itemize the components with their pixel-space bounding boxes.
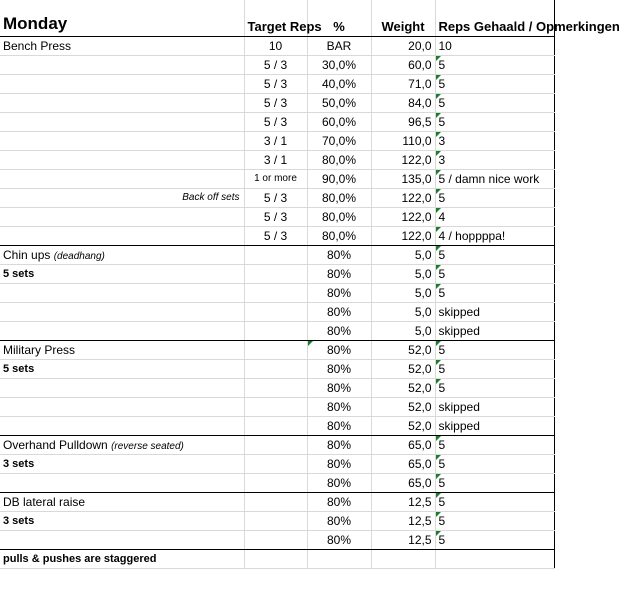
table-row — [0, 321, 554, 340]
note-text: 5 — [438, 380, 446, 395]
notes-cell[interactable] — [435, 492, 554, 511]
note-text: 5 — [438, 247, 446, 262]
comment-indicator-icon[interactable] — [436, 474, 441, 479]
table-row — [0, 150, 554, 169]
weight-cell[interactable]: 135,0 — [371, 169, 435, 188]
weight-cell[interactable]: 12,5 — [371, 492, 435, 511]
exercise-cell[interactable] — [0, 530, 244, 549]
weight-cell[interactable]: 71,0 — [371, 74, 435, 93]
sets-label[interactable]: 3 sets — [0, 454, 244, 473]
exercise-name: Chin ups — [3, 247, 51, 262]
table-row — [0, 131, 554, 150]
note-text: 5 — [438, 266, 446, 281]
weight-cell[interactable]: 20,0 — [371, 36, 435, 55]
sets-label[interactable]: 5 sets — [0, 359, 244, 378]
target-reps-cell[interactable] — [244, 359, 307, 378]
weight-cell[interactable]: 5,0 — [371, 283, 435, 302]
exercise-cell[interactable] — [0, 131, 244, 150]
weight-cell[interactable]: 122,0 — [371, 188, 435, 207]
notes-cell[interactable] — [435, 93, 554, 112]
notes-cell[interactable] — [435, 207, 554, 226]
sets-label[interactable]: 3 sets — [0, 511, 244, 530]
weight-cell[interactable]: 65,0 — [371, 454, 435, 473]
target-reps-cell[interactable] — [244, 245, 307, 264]
notes-cell[interactable] — [435, 226, 554, 245]
notes-cell[interactable] — [435, 530, 554, 549]
exercise-name-db-lateral-raise[interactable]: DB lateral raise — [0, 492, 244, 511]
percent-cell[interactable]: 80,0% — [307, 188, 371, 207]
table-row — [0, 112, 554, 131]
note-text: 5 — [438, 532, 446, 547]
note-text: 4 — [438, 209, 446, 224]
notes-header[interactable]: Reps Gehaald / Opmerkingen — [435, 0, 554, 36]
note-text: skipped — [438, 323, 480, 338]
percent-cell[interactable]: 80% — [307, 283, 371, 302]
percent-cell[interactable] — [307, 340, 371, 359]
exercise-cell[interactable] — [0, 283, 244, 302]
notes-cell[interactable] — [435, 416, 554, 435]
target-reps-cell[interactable]: 5 / 3 — [244, 112, 307, 131]
target-reps-cell[interactable] — [244, 321, 307, 340]
percent-cell[interactable]: 80% — [307, 245, 371, 264]
table-row — [0, 283, 554, 302]
comment-indicator-icon[interactable] — [436, 265, 441, 270]
sets-label[interactable]: 5 sets — [0, 264, 244, 283]
table-row — [0, 93, 554, 112]
target-reps-cell[interactable]: 5 / 3 — [244, 226, 307, 245]
header-row — [0, 0, 554, 36]
table-row — [0, 416, 554, 435]
note-text: 4 / hoppppa! — [438, 228, 506, 243]
exercise-cell[interactable] — [0, 378, 244, 397]
comment-indicator-icon[interactable] — [436, 436, 441, 441]
comment-indicator-icon[interactable] — [436, 151, 441, 156]
comment-indicator-icon[interactable] — [436, 455, 441, 460]
note-text: 5 — [438, 513, 446, 528]
comment-indicator-icon[interactable] — [436, 189, 441, 194]
weight-cell[interactable]: 122,0 — [371, 207, 435, 226]
percent-cell[interactable]: 80% — [307, 359, 371, 378]
weight-cell[interactable] — [371, 549, 435, 568]
exercise-qualifier: (reverse seated) — [111, 440, 184, 452]
notes-cell[interactable] — [435, 378, 554, 397]
note-text: skipped — [438, 304, 480, 319]
table-row — [0, 473, 554, 492]
target-reps-cell[interactable]: 3 / 1 — [244, 131, 307, 150]
target-reps-cell[interactable]: 5 / 3 — [244, 93, 307, 112]
weight-cell[interactable]: 65,0 — [371, 435, 435, 454]
exercise-cell[interactable] — [0, 397, 244, 416]
note-text: 3 — [438, 133, 446, 148]
target-reps-cell[interactable]: 5 / 3 — [244, 207, 307, 226]
comment-indicator-icon[interactable] — [308, 341, 313, 346]
note-text: 5 — [438, 95, 446, 110]
target-reps-cell[interactable] — [244, 492, 307, 511]
weight-cell[interactable]: 122,0 — [371, 226, 435, 245]
percent-cell[interactable]: 80% — [307, 264, 371, 283]
notes-cell[interactable] — [435, 131, 554, 150]
notes-cell[interactable] — [435, 454, 554, 473]
table-row — [0, 397, 554, 416]
notes-cell[interactable] — [435, 321, 554, 340]
note-text: 5 — [438, 57, 446, 72]
target-reps-cell[interactable]: 5 / 3 — [244, 74, 307, 93]
comment-indicator-icon[interactable] — [436, 113, 441, 118]
note-text: 5 — [438, 285, 446, 300]
target-reps-cell[interactable]: 1 or more — [244, 169, 307, 188]
table-row — [0, 188, 554, 207]
table-row — [0, 530, 554, 549]
notes-cell[interactable] — [435, 150, 554, 169]
target-reps-cell[interactable]: 3 / 1 — [244, 150, 307, 169]
percent-cell[interactable]: 80% — [307, 530, 371, 549]
target-reps-cell[interactable]: 10 — [244, 36, 307, 55]
table-row — [0, 55, 554, 74]
table-row — [0, 511, 554, 530]
weight-cell[interactable]: 96,5 — [371, 112, 435, 131]
table-row — [0, 226, 554, 245]
table-row — [0, 492, 554, 511]
weight-cell[interactable]: 84,0 — [371, 93, 435, 112]
target-reps-cell[interactable]: 5 / 3 — [244, 55, 307, 74]
comment-indicator-icon[interactable] — [436, 75, 441, 80]
exercise-name: Overhand Pulldown — [3, 437, 108, 452]
target-reps-cell[interactable] — [244, 549, 307, 568]
target-reps-cell[interactable] — [244, 397, 307, 416]
exercise-cell[interactable] — [0, 188, 244, 207]
target-reps-cell[interactable] — [244, 511, 307, 530]
notes-cell[interactable] — [435, 74, 554, 93]
percent-cell[interactable]: 80% — [307, 454, 371, 473]
table-row — [0, 435, 554, 454]
exercise-qualifier: (deadhang) — [53, 250, 105, 262]
percent-cell[interactable]: 80,0% — [307, 207, 371, 226]
table-row — [0, 549, 554, 568]
notes-cell[interactable] — [435, 55, 554, 74]
percent-cell[interactable]: 90,0% — [307, 169, 371, 188]
comment-indicator-icon[interactable] — [436, 493, 441, 498]
notes-cell[interactable] — [435, 112, 554, 131]
weight-cell[interactable]: 52,0 — [371, 416, 435, 435]
percent-cell[interactable] — [307, 549, 371, 568]
target-reps-cell[interactable]: 5 / 3 — [244, 188, 307, 207]
notes-cell[interactable] — [435, 36, 554, 55]
notes-cell[interactable] — [435, 340, 554, 359]
exercise-cell[interactable] — [0, 302, 244, 321]
note-text: 5 — [438, 342, 446, 357]
comment-indicator-icon[interactable] — [436, 170, 441, 175]
notes-cell[interactable] — [435, 473, 554, 492]
percent-cell[interactable]: 80% — [307, 473, 371, 492]
target-reps-cell[interactable] — [244, 435, 307, 454]
percent-cell[interactable]: 70,0% — [307, 131, 371, 150]
table-row — [0, 245, 554, 264]
back-off-sets-label: Back off sets — [182, 191, 240, 203]
notes-cell[interactable] — [435, 359, 554, 378]
weight-cell[interactable]: 5,0 — [371, 321, 435, 340]
weight-header[interactable]: Weight — [371, 0, 435, 36]
comment-indicator-icon[interactable] — [436, 132, 441, 137]
exercise-cell[interactable] — [0, 93, 244, 112]
weight-cell[interactable]: 52,0 — [371, 397, 435, 416]
day-title[interactable]: Monday — [0, 0, 244, 36]
note-text: 5 — [438, 361, 446, 376]
table-row — [0, 340, 554, 359]
note-text: 3 — [438, 152, 446, 167]
exercise-cell[interactable] — [0, 112, 244, 131]
exercise-cell[interactable] — [0, 207, 244, 226]
notes-cell[interactable] — [435, 397, 554, 416]
table-row — [0, 36, 554, 55]
percent-cell[interactable]: 40,0% — [307, 74, 371, 93]
comment-indicator-icon[interactable] — [436, 531, 441, 536]
notes-cell[interactable] — [435, 245, 554, 264]
notes-cell[interactable] — [435, 511, 554, 530]
comment-indicator-icon[interactable] — [436, 360, 441, 365]
weight-cell[interactable]: 5,0 — [371, 245, 435, 264]
percent-cell[interactable]: 80% — [307, 302, 371, 321]
weight-cell[interactable]: 12,5 — [371, 530, 435, 549]
target-reps-cell[interactable] — [244, 302, 307, 321]
comment-indicator-icon[interactable] — [436, 379, 441, 384]
exercise-name-chin-ups[interactable] — [0, 245, 244, 264]
exercise-cell[interactable] — [0, 74, 244, 93]
note-text: skipped — [438, 399, 480, 414]
note-text: 5 — [438, 494, 446, 509]
percent-cell[interactable]: 30,0% — [307, 55, 371, 74]
note-text: 5 — [438, 437, 446, 452]
exercise-cell[interactable] — [0, 473, 244, 492]
percent-cell[interactable]: 80% — [307, 321, 371, 340]
percent-cell[interactable]: 60,0% — [307, 112, 371, 131]
weight-cell[interactable]: 52,0 — [371, 340, 435, 359]
target-reps-cell[interactable] — [244, 378, 307, 397]
target-reps-cell[interactable] — [244, 416, 307, 435]
percent-cell[interactable]: 80% — [307, 397, 371, 416]
percent-cell[interactable]: 80,0% — [307, 150, 371, 169]
comment-indicator-icon[interactable] — [436, 512, 441, 517]
exercise-cell[interactable] — [0, 169, 244, 188]
note-text: 5 — [438, 190, 446, 205]
weight-cell[interactable]: 110,0 — [371, 131, 435, 150]
percent-cell[interactable]: 50,0% — [307, 93, 371, 112]
comment-indicator-icon[interactable] — [436, 246, 441, 251]
exercise-cell[interactable] — [0, 55, 244, 74]
table-row — [0, 207, 554, 226]
table-row — [0, 378, 554, 397]
note-text: 5 — [438, 475, 446, 490]
percent-text: 80% — [326, 342, 352, 357]
comment-indicator-icon[interactable] — [436, 227, 441, 232]
table-row — [0, 359, 554, 378]
table-row — [0, 74, 554, 93]
notes-cell[interactable] — [435, 549, 554, 568]
weight-cell[interactable]: 60,0 — [371, 55, 435, 74]
exercise-cell[interactable] — [0, 321, 244, 340]
notes-cell[interactable] — [435, 435, 554, 454]
footer-note[interactable]: pulls & pushes are staggered — [0, 549, 244, 568]
note-text: skipped — [438, 418, 480, 433]
notes-cell[interactable] — [435, 188, 554, 207]
weight-cell[interactable]: 5,0 — [371, 264, 435, 283]
weight-cell[interactable]: 65,0 — [371, 473, 435, 492]
comment-indicator-icon[interactable] — [436, 341, 441, 346]
weight-cell[interactable]: 52,0 — [371, 378, 435, 397]
exercise-name-bench-press[interactable]: Bench Press — [0, 36, 244, 55]
percent-cell[interactable]: 80,0% — [307, 226, 371, 245]
note-text: 5 — [438, 114, 446, 129]
comment-indicator-icon[interactable] — [436, 208, 441, 213]
weight-cell[interactable]: 12,5 — [371, 511, 435, 530]
notes-cell[interactable] — [435, 169, 554, 188]
target-reps-cell[interactable] — [244, 283, 307, 302]
percent-cell[interactable]: 80% — [307, 416, 371, 435]
note-text: 10 — [438, 38, 452, 53]
target-reps-cell[interactable] — [244, 473, 307, 492]
percent-cell[interactable]: BAR — [307, 36, 371, 55]
percent-header[interactable]: % — [307, 0, 371, 36]
note-text: 5 / damn nice work — [438, 171, 540, 186]
percent-cell[interactable]: 80% — [307, 378, 371, 397]
target-reps-header[interactable]: Target Reps — [244, 0, 307, 36]
exercise-cell[interactable] — [0, 416, 244, 435]
notes-cell[interactable] — [435, 302, 554, 321]
table-row — [0, 169, 554, 188]
note-text: 5 — [438, 76, 446, 91]
exercise-cell[interactable] — [0, 150, 244, 169]
comment-indicator-icon[interactable] — [436, 284, 441, 289]
weight-cell[interactable]: 52,0 — [371, 359, 435, 378]
weight-cell[interactable]: 122,0 — [371, 150, 435, 169]
note-text: 5 — [438, 456, 446, 471]
notes-cell[interactable] — [435, 283, 554, 302]
weight-cell[interactable]: 5,0 — [371, 302, 435, 321]
comment-indicator-icon[interactable] — [436, 94, 441, 99]
exercise-cell[interactable] — [0, 226, 244, 245]
target-reps-cell[interactable] — [244, 340, 307, 359]
table-row — [0, 302, 554, 321]
target-reps-cell[interactable] — [244, 264, 307, 283]
target-reps-cell[interactable] — [244, 454, 307, 473]
notes-cell[interactable] — [435, 264, 554, 283]
exercise-name-military-press[interactable]: Military Press — [0, 340, 244, 359]
table-row — [0, 454, 554, 473]
table-row — [0, 264, 554, 283]
target-reps-cell[interactable] — [244, 530, 307, 549]
percent-cell[interactable]: 80% — [307, 511, 371, 530]
comment-indicator-icon[interactable] — [436, 56, 441, 61]
exercise-name-overhand-pulldown[interactable] — [0, 435, 244, 454]
percent-cell[interactable]: 80% — [307, 492, 371, 511]
percent-cell[interactable]: 80% — [307, 435, 371, 454]
